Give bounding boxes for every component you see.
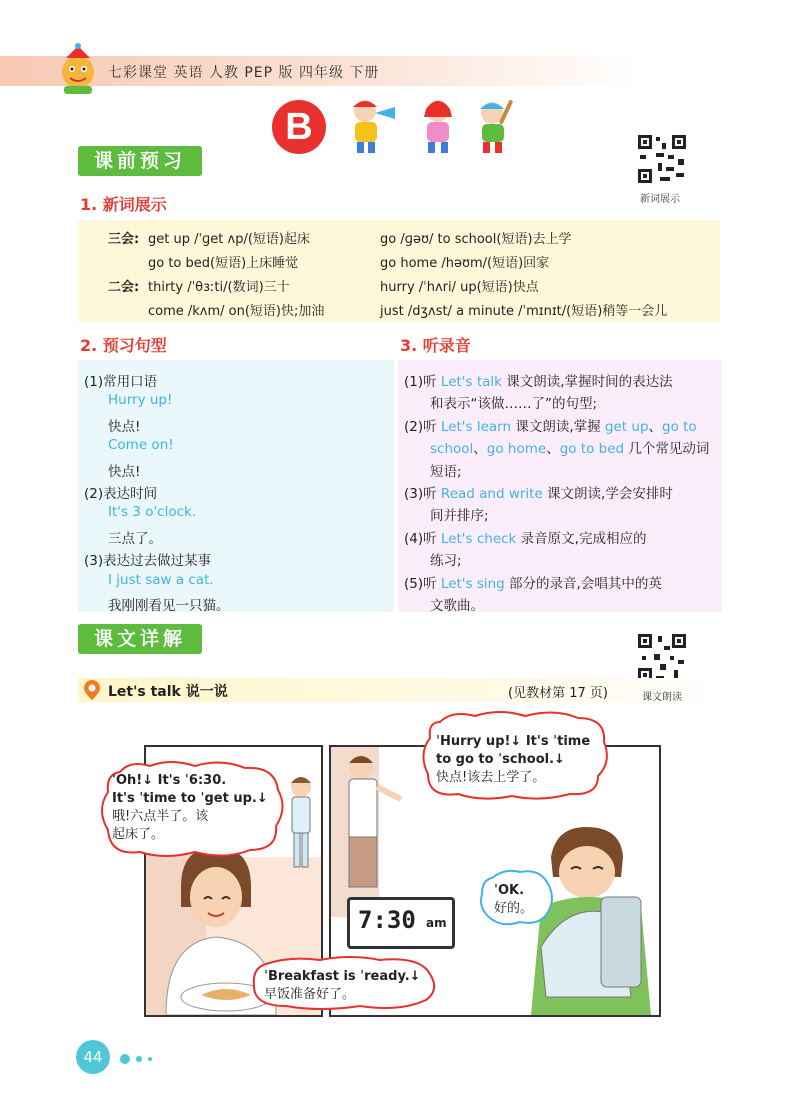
vocab-item: go /ɡəʊ/ to school(短语)去上学	[380, 232, 572, 247]
listening-text: (1)听	[404, 374, 441, 390]
bubble-zh-line: 起床了。	[112, 827, 165, 842]
speech-bubble-mother-hurry	[436, 733, 590, 787]
decorative-dot	[148, 1057, 152, 1061]
listening-english-term: Read and write	[440, 486, 543, 502]
listening-english-term: Let's check	[440, 530, 517, 547]
bubble-zh-line: 哦!六点半了。该	[112, 809, 209, 824]
textbook-page-reference: (见教材第 17 页)	[508, 686, 608, 701]
listening-text: (3)听	[404, 486, 441, 502]
listening-english-term: go to	[662, 418, 697, 435]
listening-english-term: Let's learn	[440, 418, 512, 435]
qr-code-icon[interactable]	[636, 133, 688, 185]
pattern-english: Hurry up!	[108, 392, 173, 409]
patterns-box	[78, 360, 394, 612]
clock-time: 7:30	[358, 906, 416, 934]
heading-new-words: 1. 新词展示	[80, 195, 167, 214]
qr-code-icon[interactable]	[636, 632, 688, 684]
listening-line	[430, 504, 489, 524]
listening-text: 几个常见动词	[624, 441, 710, 458]
listening-line	[404, 527, 646, 547]
vocab-item: just /dʒʌst/ a minute /ˈmɪnɪt/(短语)稍等一会儿	[380, 304, 668, 319]
listening-text: (5)听	[404, 575, 441, 592]
speech-bubble-boy-ok	[494, 882, 533, 918]
listening-text: 课文朗读,掌握时间的表达法	[501, 374, 673, 390]
listening-text: 部分的录音,会唱其中的英	[504, 575, 662, 592]
decorative-dot	[120, 1054, 130, 1064]
lets-talk-bar	[78, 678, 722, 702]
pattern-line: (1)常用口语	[84, 374, 158, 390]
page-number: 44	[76, 1040, 110, 1074]
vocab-item: go to bed(短语)上床睡觉	[148, 256, 299, 271]
listening-text: 间并排序;	[430, 508, 489, 525]
vocab-level: 二会:	[108, 280, 140, 295]
listening-english-term: Let's sing	[440, 575, 505, 592]
listening-line	[404, 370, 673, 390]
listening-line	[404, 415, 697, 435]
part-b-badge: B	[272, 100, 326, 154]
pattern-line: 快点!	[108, 463, 141, 480]
location-pin-icon	[84, 680, 100, 700]
clock-am: am	[426, 916, 447, 930]
vocab-item: thirty /ˈθɜːti/(数词)三十	[148, 280, 290, 295]
kid-bat-illustration	[470, 95, 522, 155]
running-header	[0, 56, 800, 86]
listening-english-term: get up	[604, 418, 649, 435]
pattern-line: (3)表达过去做过某事	[84, 553, 212, 570]
vocab-item: get up /ˈɡet ʌp/(短语)起床	[148, 232, 311, 247]
listening-box	[398, 360, 722, 612]
bubble-zh-line: 早饭准备好了。	[264, 987, 356, 1002]
listening-line	[430, 594, 484, 614]
listening-english-term: school	[430, 441, 474, 458]
section-banner-preview: 课前预习	[78, 146, 202, 176]
bubble-en-line: to go to ˈschool.↓	[436, 752, 565, 767]
vocab-item: come /kʌm/ on(短语)快;加油	[148, 304, 325, 319]
listening-line	[404, 482, 673, 502]
heading-listening: 3. 听录音	[400, 336, 471, 355]
vocab-item: go home /həʊm/(短语)回家	[380, 256, 550, 271]
vocab-box	[78, 220, 720, 322]
bubble-zh-line: 好的。	[494, 901, 534, 916]
listening-english-term: go home	[486, 441, 547, 458]
listening-text: (4)听	[404, 530, 441, 547]
pattern-line: 三点了。	[108, 530, 162, 547]
bubble-en-line: It's ˈtime to ˈget up.↓	[112, 791, 268, 806]
vocab-level: 三会:	[108, 232, 140, 247]
book-title: 七彩课堂 英语 人教 PEP 版 四年级 下册	[108, 65, 380, 81]
bubble-en-line: ˈOK.	[494, 883, 525, 898]
heading-patterns: 2. 预习句型	[80, 336, 167, 355]
vocab-item: hurry /ˈhʌri/ up(短语)快点	[380, 280, 539, 295]
listening-text: 、	[473, 441, 487, 458]
section-banner-lesson: 课文详解	[78, 624, 202, 654]
listening-text: 和表示“该做……了”的句型;	[430, 396, 598, 413]
digital-clock	[347, 897, 455, 949]
listening-text: (2)听	[404, 418, 441, 435]
listening-line	[404, 572, 662, 592]
listening-text: 短语;	[430, 463, 462, 480]
decorative-dot	[136, 1056, 142, 1062]
listening-text: 练习;	[430, 553, 462, 570]
listening-text: 、	[546, 441, 560, 458]
bubble-zh-line: 快点!该去上学了。	[436, 770, 546, 785]
listening-english-term: go to bed	[559, 441, 625, 458]
bubble-en-line: ˈHurry up!↓ It's ˈtime	[436, 734, 591, 749]
bubble-en-line: ˈOh!↓ It's ˈ6:30.	[112, 773, 227, 788]
listening-english-term: Let's talk	[440, 374, 502, 390]
listening-line	[430, 392, 597, 412]
qr-label-text-reading: 课文朗读	[642, 692, 682, 703]
listening-text: 录音原文,完成相应的	[516, 530, 647, 547]
listening-line	[430, 549, 462, 569]
listening-line	[430, 437, 709, 457]
listening-text: 课文朗读,学会安排时	[542, 486, 673, 502]
pattern-english: Come on!	[108, 437, 174, 454]
listening-text: 文歌曲。	[430, 598, 484, 614]
pattern-line: 快点!	[108, 418, 141, 435]
kid-girl-illustration	[412, 95, 464, 155]
pattern-line: 我刚刚看见一只猫。	[108, 598, 230, 614]
kid-trumpet-illustration	[345, 95, 397, 155]
speech-bubble-breakfast	[264, 968, 421, 1004]
listening-line	[430, 460, 462, 480]
pattern-english: It's 3 o'clock.	[108, 504, 197, 521]
qr-label-new-words: 新词展示	[640, 194, 680, 205]
listening-text: 、	[648, 418, 663, 435]
pattern-english: I just saw a cat.	[108, 571, 214, 588]
pattern-line: (2)表达时间	[84, 486, 158, 502]
speech-bubble-mother-wake	[112, 772, 268, 844]
bubble-en-line: ˈBreakfast is ˈready.↓	[264, 969, 421, 984]
lets-talk-title: Let's talk 说一说	[108, 684, 228, 700]
listening-text: 课文朗读,掌握	[511, 418, 605, 435]
mascot-icon	[50, 42, 106, 98]
